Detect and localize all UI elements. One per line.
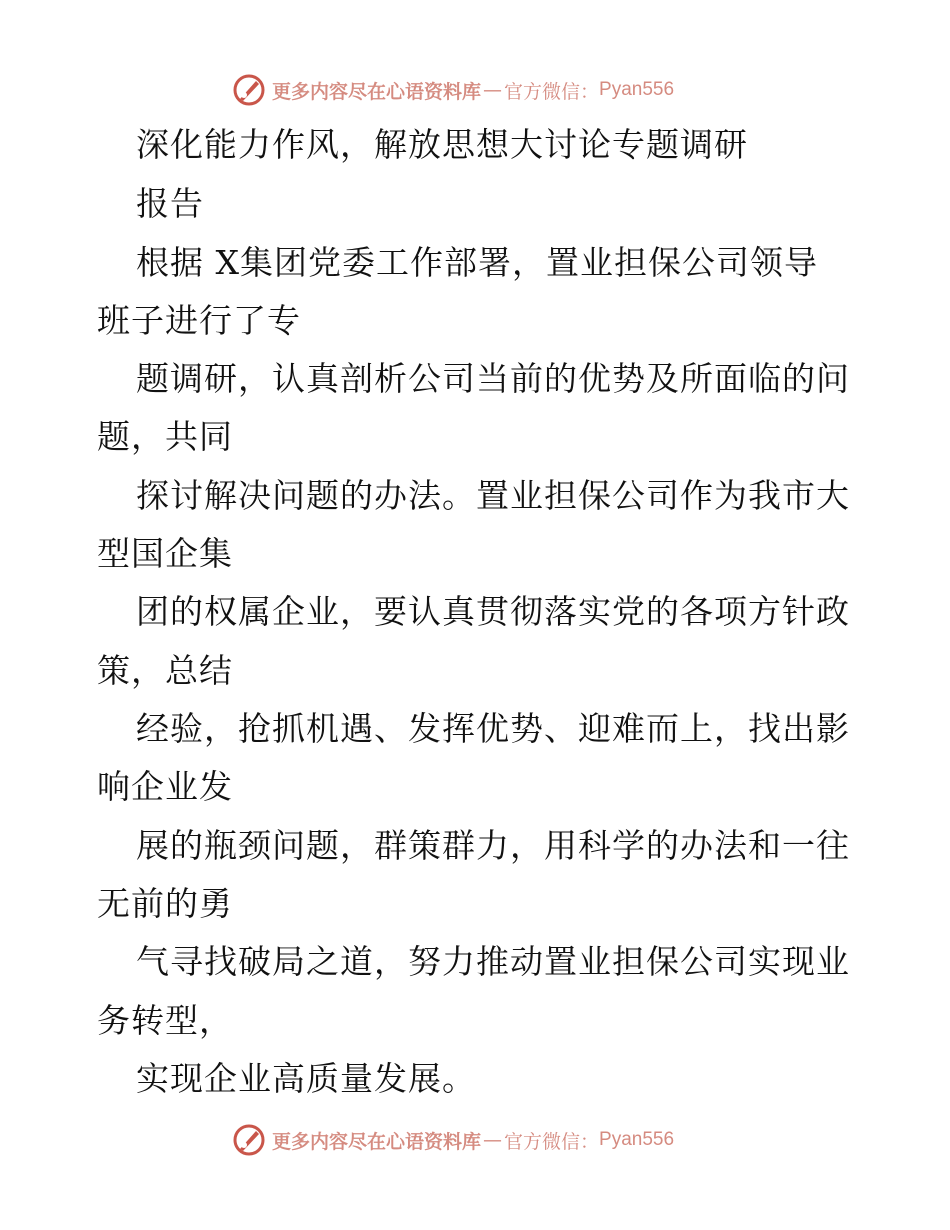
doc-line: 题调研，认真剖析公司当前的优势及所面临的问 [136,359,850,398]
doc-line: 探讨解决问题的办法。置业担保公司作为我市大 [136,476,850,515]
header-watermark [232,72,674,108]
doc-line: 根据 X集团党委工作部署，置业担保公司领导 [136,243,818,282]
watermark-account: Pyan556 [599,1129,675,1150]
doc-line: 经验，抢抓机遇、发挥优势、迎难而上，找出影 [136,709,850,748]
doc-line: 型国企集 [97,534,233,573]
doc-line: 实现企业高质量发展。 [136,1059,476,1098]
doc-line: 响企业发 [97,767,233,806]
doc-line: 策，总结 [97,651,233,690]
doc-line: 气寻找破局之道，努力推动置业担保公司实现业 [136,942,850,981]
watermark-label: 官方微信： [504,80,600,103]
doc-line: 班子进行了专 [97,301,301,340]
doc-line: 题，共同 [97,417,233,456]
watermark-brand: 更多内容尽在心语资料库 [272,1130,482,1153]
doc-line: 深化能力作风，解放思想大讨论专题调研 [136,125,748,164]
watermark-brand: 更多内容尽在心语资料库 [272,80,482,103]
watermark-label: 官方微信： [504,1130,600,1153]
doc-line: 务转型， [97,1001,233,1040]
quill-logo-icon [232,1123,266,1157]
footer-watermark [232,1122,674,1158]
doc-line: 团的权属企业，要认真贯彻落实党的各项方针政 [136,592,850,631]
doc-line: 无前的勇 [97,884,233,923]
doc-line: 展的瓶颈问题，群策群力，用科学的办法和一往 [136,826,850,865]
quill-logo-icon [232,73,266,107]
watermark-separator: — [483,1129,503,1151]
doc-line: 报告 [136,184,204,223]
watermark-account: Pyan556 [599,79,675,100]
watermark-separator: — [483,79,503,101]
